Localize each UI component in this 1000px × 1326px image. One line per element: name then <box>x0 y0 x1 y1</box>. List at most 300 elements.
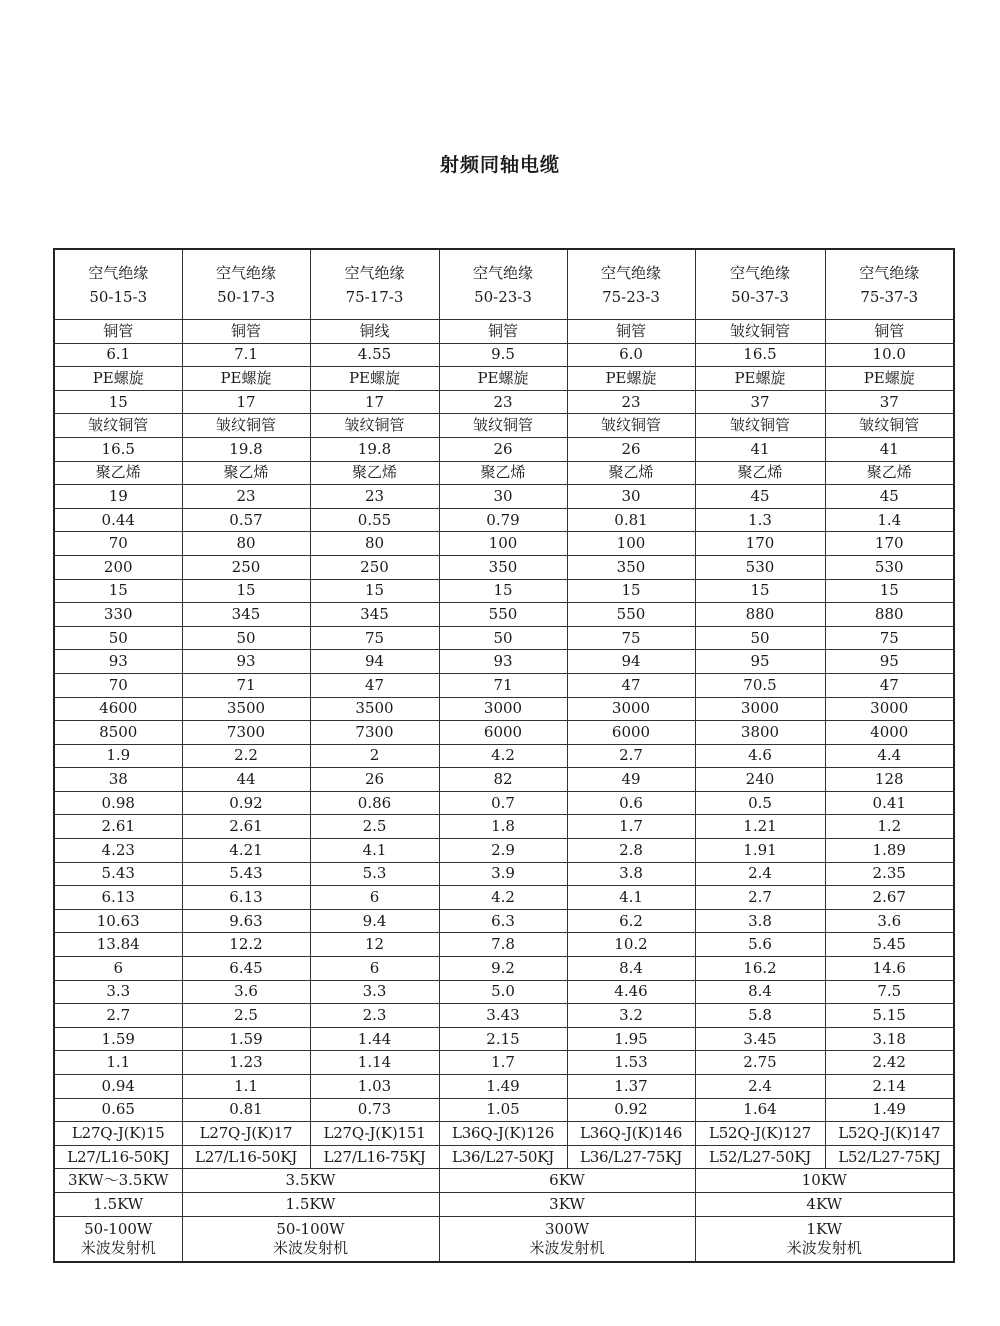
power-cell: 6KW <box>439 1169 695 1193</box>
table-cell: 5.8 <box>695 1004 825 1028</box>
table-cell: 4.2 <box>439 886 567 910</box>
table-cell: 13.84 <box>54 933 182 957</box>
table-cell: 71 <box>182 673 310 697</box>
table-cell: 皱纹铜管 <box>439 414 567 438</box>
table-cell: 4.23 <box>54 839 182 863</box>
table-cell: 80 <box>182 532 310 556</box>
table-cell: 铜管 <box>567 320 695 344</box>
table-cell: 6.1 <box>54 343 182 367</box>
table-cell: 1.7 <box>439 1051 567 1075</box>
power-cell: 3.5KW <box>182 1169 439 1193</box>
table-cell: PE螺旋 <box>439 367 567 391</box>
table-row <box>54 744 954 768</box>
model-cell: L27Q-J(K)151 <box>310 1122 439 1146</box>
table-cell: 皱纹铜管 <box>695 320 825 344</box>
table-row <box>54 933 954 957</box>
power-cell: 4KW <box>695 1192 954 1216</box>
table-cell: 47 <box>825 673 954 697</box>
table-cell: 1.7 <box>567 815 695 839</box>
table-cell: 皱纹铜管 <box>54 414 182 438</box>
table-cell: 4.6 <box>695 744 825 768</box>
table-cell: 1.1 <box>182 1075 310 1099</box>
table-cell: 1.37 <box>567 1075 695 1099</box>
table-cell: 1.91 <box>695 839 825 863</box>
table-cell: 345 <box>310 603 439 627</box>
table-cell: 1.21 <box>695 815 825 839</box>
table-cell: 19.8 <box>310 437 439 461</box>
table-cell: 6 <box>310 886 439 910</box>
model-row <box>54 1145 954 1169</box>
table-row <box>54 579 954 603</box>
table-cell: 2.8 <box>567 839 695 863</box>
table-cell: 16.5 <box>54 437 182 461</box>
table-cell: 9.4 <box>310 909 439 933</box>
header-cell: 空气绝缘 75-23-3 <box>567 249 695 320</box>
table-cell: 75 <box>310 626 439 650</box>
table-cell: 45 <box>825 485 954 509</box>
table-cell: 9.5 <box>439 343 567 367</box>
table-cell: 12 <box>310 933 439 957</box>
table-cell: 3.6 <box>825 909 954 933</box>
table-row <box>54 1051 954 1075</box>
power-row <box>54 1169 954 1193</box>
table-cell: 530 <box>825 555 954 579</box>
table-cell: 聚乙烯 <box>54 461 182 485</box>
table-cell: 皱纹铜管 <box>310 414 439 438</box>
table-cell: 6.3 <box>439 909 567 933</box>
table-cell: 350 <box>567 555 695 579</box>
table-cell: 80 <box>310 532 439 556</box>
table-cell: 70 <box>54 532 182 556</box>
table-cell: 3.3 <box>54 980 182 1004</box>
table-row <box>54 555 954 579</box>
table-cell: PE螺旋 <box>825 367 954 391</box>
table-cell: 0.55 <box>310 508 439 532</box>
table-cell: 50 <box>54 626 182 650</box>
header-cell: 空气绝缘 50-15-3 <box>54 249 182 320</box>
table-cell: 聚乙烯 <box>182 461 310 485</box>
table-row <box>54 791 954 815</box>
table-cell: 550 <box>439 603 567 627</box>
table-cell: 0.57 <box>182 508 310 532</box>
table-cell: 皱纹铜管 <box>567 414 695 438</box>
model-cell: L27/L16-50KJ <box>54 1145 182 1169</box>
table-cell: 2.61 <box>182 815 310 839</box>
table-cell: 250 <box>310 555 439 579</box>
table-cell: 12.2 <box>182 933 310 957</box>
table-cell: 0.6 <box>567 791 695 815</box>
table-cell: 3000 <box>567 697 695 721</box>
table-cell: 1.1 <box>54 1051 182 1075</box>
table-cell: 铜管 <box>439 320 567 344</box>
table-cell: 10.0 <box>825 343 954 367</box>
table-cell: 1.9 <box>54 744 182 768</box>
table-cell: 50 <box>439 626 567 650</box>
table-cell: 3.6 <box>182 980 310 1004</box>
table-row <box>54 980 954 1004</box>
table-cell: 5.43 <box>54 862 182 886</box>
table-cell: 250 <box>182 555 310 579</box>
table-cell: 1.2 <box>825 815 954 839</box>
table-cell: 15 <box>825 579 954 603</box>
table-cell: 240 <box>695 768 825 792</box>
table-cell: 2.67 <box>825 886 954 910</box>
table-cell: 44 <box>182 768 310 792</box>
table-cell: 4.1 <box>310 839 439 863</box>
table-cell: 铜管 <box>182 320 310 344</box>
table-cell: 2.5 <box>182 1004 310 1028</box>
table-cell: 15 <box>310 579 439 603</box>
table-row <box>54 367 954 391</box>
table-row <box>54 886 954 910</box>
table-cell: 3.43 <box>439 1004 567 1028</box>
table-cell: 8500 <box>54 721 182 745</box>
header-cell: 空气绝缘 50-37-3 <box>695 249 825 320</box>
table-cell: 15 <box>567 579 695 603</box>
table-row <box>54 626 954 650</box>
table-cell: 19 <box>54 485 182 509</box>
table-cell: 23 <box>182 485 310 509</box>
table-row <box>54 485 954 509</box>
table-cell: 0.41 <box>825 791 954 815</box>
application-row <box>54 1216 954 1262</box>
table-cell: 8.4 <box>567 957 695 981</box>
table-row <box>54 532 954 556</box>
table-cell: 1.59 <box>54 1027 182 1051</box>
table-cell: 70.5 <box>695 673 825 697</box>
table-cell: 6000 <box>439 721 567 745</box>
table-cell: 47 <box>567 673 695 697</box>
table-row <box>54 957 954 981</box>
table-cell: 17 <box>310 390 439 414</box>
table-cell: 6.13 <box>54 886 182 910</box>
table-cell: 1.64 <box>695 1098 825 1122</box>
table-cell: 2.4 <box>695 862 825 886</box>
table-cell: 5.0 <box>439 980 567 1004</box>
table-cell: 4.1 <box>567 886 695 910</box>
application-cell: 300W 米波发射机 <box>439 1216 695 1262</box>
table-cell: 100 <box>439 532 567 556</box>
model-cell: L52Q-J(K)127 <box>695 1122 825 1146</box>
table-cell: 4.21 <box>182 839 310 863</box>
table-row <box>54 508 954 532</box>
table-cell: 37 <box>695 390 825 414</box>
table-cell: 1.05 <box>439 1098 567 1122</box>
header-row <box>54 249 954 320</box>
table-row <box>54 909 954 933</box>
table-cell: 7.8 <box>439 933 567 957</box>
header-cell: 空气绝缘 50-23-3 <box>439 249 567 320</box>
table-cell: 3.3 <box>310 980 439 1004</box>
table-cell: 71 <box>439 673 567 697</box>
table-cell: 3800 <box>695 721 825 745</box>
table-cell: 16.2 <box>695 957 825 981</box>
table-cell: 1.49 <box>439 1075 567 1099</box>
table-cell: 2.3 <box>310 1004 439 1028</box>
table-cell: 15 <box>54 579 182 603</box>
table-row <box>54 461 954 485</box>
table-cell: 铜线 <box>310 320 439 344</box>
table-cell: 93 <box>182 650 310 674</box>
table-cell: 128 <box>825 768 954 792</box>
table-cell: 6.45 <box>182 957 310 981</box>
model-cell: L27/L16-50KJ <box>182 1145 310 1169</box>
table-cell: 75 <box>567 626 695 650</box>
power-cell: 1.5KW <box>54 1192 182 1216</box>
table-cell: 200 <box>54 555 182 579</box>
table-cell: 3500 <box>310 697 439 721</box>
table-cell: 2.14 <box>825 1075 954 1099</box>
table-cell: 6.13 <box>182 886 310 910</box>
table-cell: 5.43 <box>182 862 310 886</box>
table-cell: 聚乙烯 <box>439 461 567 485</box>
table-cell: 1.49 <box>825 1098 954 1122</box>
table-cell: 2 <box>310 744 439 768</box>
table-cell: 铜管 <box>54 320 182 344</box>
table-cell: 5.3 <box>310 862 439 886</box>
table-cell: 2.61 <box>54 815 182 839</box>
table-cell: 1.53 <box>567 1051 695 1075</box>
table-cell: 2.42 <box>825 1051 954 1075</box>
table-cell: 41 <box>695 437 825 461</box>
table-cell: 100 <box>567 532 695 556</box>
table-cell: 7.1 <box>182 343 310 367</box>
model-cell: L36/L27-50KJ <box>439 1145 567 1169</box>
power-cell: 3KW～3.5KW <box>54 1169 182 1193</box>
model-cell: L36Q-J(K)146 <box>567 1122 695 1146</box>
model-cell: L52Q-J(K)147 <box>825 1122 954 1146</box>
model-cell: L27Q-J(K)17 <box>182 1122 310 1146</box>
table-row <box>54 343 954 367</box>
table-cell: 7.5 <box>825 980 954 1004</box>
table-row <box>54 1098 954 1122</box>
table-cell: 1.03 <box>310 1075 439 1099</box>
table-row <box>54 437 954 461</box>
table-cell: 1.4 <box>825 508 954 532</box>
table-cell: 45 <box>695 485 825 509</box>
table-cell: PE螺旋 <box>567 367 695 391</box>
table-cell: 2.7 <box>567 744 695 768</box>
table-cell: 聚乙烯 <box>310 461 439 485</box>
table-row <box>54 815 954 839</box>
table-cell: 26 <box>439 437 567 461</box>
table-cell: 9.63 <box>182 909 310 933</box>
table-row <box>54 650 954 674</box>
table-cell: 0.44 <box>54 508 182 532</box>
table-cell: 7300 <box>310 721 439 745</box>
model-cell: L27Q-J(K)15 <box>54 1122 182 1146</box>
table-cell: 1.44 <box>310 1027 439 1051</box>
application-cell: 50-100W 米波发射机 <box>182 1216 439 1262</box>
table-cell: 75 <box>825 626 954 650</box>
table-cell: 26 <box>310 768 439 792</box>
power-row <box>54 1192 954 1216</box>
table-cell: 1.59 <box>182 1027 310 1051</box>
table-row <box>54 697 954 721</box>
table-cell: 70 <box>54 673 182 697</box>
table-cell: 3.45 <box>695 1027 825 1051</box>
table-cell: 7300 <box>182 721 310 745</box>
table-cell: 0.98 <box>54 791 182 815</box>
model-row <box>54 1122 954 1146</box>
table-cell: 95 <box>695 650 825 674</box>
table-cell: 330 <box>54 603 182 627</box>
table-cell: 3000 <box>439 697 567 721</box>
table-cell: 4600 <box>54 697 182 721</box>
table-row <box>54 1027 954 1051</box>
table-row <box>54 603 954 627</box>
table-cell: 6.0 <box>567 343 695 367</box>
table-cell: 皱纹铜管 <box>182 414 310 438</box>
table-cell: 93 <box>54 650 182 674</box>
table-cell: 15 <box>695 579 825 603</box>
table-cell: 17 <box>182 390 310 414</box>
header-cell: 空气绝缘 75-37-3 <box>825 249 954 320</box>
model-cell: L52/L27-50KJ <box>695 1145 825 1169</box>
table-cell: 0.7 <box>439 791 567 815</box>
table-cell: 880 <box>695 603 825 627</box>
table-cell: 6 <box>54 957 182 981</box>
table-cell: 1.23 <box>182 1051 310 1075</box>
table-cell: 50 <box>182 626 310 650</box>
table-row <box>54 1004 954 1028</box>
spec-table <box>53 248 955 1263</box>
table-cell: 10.63 <box>54 909 182 933</box>
table-cell: 30 <box>567 485 695 509</box>
table-cell: 2.7 <box>695 886 825 910</box>
table-cell: 1.8 <box>439 815 567 839</box>
table-row <box>54 721 954 745</box>
table-row <box>54 320 954 344</box>
table-cell: 93 <box>439 650 567 674</box>
table-cell: 6.2 <box>567 909 695 933</box>
table-cell: 23 <box>439 390 567 414</box>
table-cell: 10.2 <box>567 933 695 957</box>
table-cell: 19.8 <box>182 437 310 461</box>
table-cell: 47 <box>310 673 439 697</box>
table-cell: 5.6 <box>695 933 825 957</box>
table-cell: 0.94 <box>54 1075 182 1099</box>
table-cell: 14.6 <box>825 957 954 981</box>
table-cell: 0.65 <box>54 1098 182 1122</box>
table-cell: 0.92 <box>567 1098 695 1122</box>
table-cell: 6 <box>310 957 439 981</box>
table-cell: 聚乙烯 <box>567 461 695 485</box>
table-cell: 41 <box>825 437 954 461</box>
table-cell: 4.2 <box>439 744 567 768</box>
table-cell: 1.95 <box>567 1027 695 1051</box>
table-cell: 3.2 <box>567 1004 695 1028</box>
table-cell: 345 <box>182 603 310 627</box>
table-cell: PE螺旋 <box>54 367 182 391</box>
table-cell: 50 <box>695 626 825 650</box>
table-cell: 3000 <box>695 697 825 721</box>
table-cell: 170 <box>825 532 954 556</box>
table-cell: PE螺旋 <box>695 367 825 391</box>
table-cell: 16.5 <box>695 343 825 367</box>
table-cell: 2.5 <box>310 815 439 839</box>
model-cell: L36Q-J(K)126 <box>439 1122 567 1146</box>
table-row <box>54 768 954 792</box>
table-cell: 2.35 <box>825 862 954 886</box>
table-cell: 2.75 <box>695 1051 825 1075</box>
application-cell: 1KW 米波发射机 <box>695 1216 954 1262</box>
table-cell: 5.45 <box>825 933 954 957</box>
table-cell: 15 <box>182 579 310 603</box>
table-row <box>54 414 954 438</box>
table-row <box>54 1075 954 1099</box>
table-cell: 皱纹铜管 <box>825 414 954 438</box>
table-cell: 95 <box>825 650 954 674</box>
table-cell: 38 <box>54 768 182 792</box>
table-cell: 880 <box>825 603 954 627</box>
table-cell: PE螺旋 <box>182 367 310 391</box>
model-cell: L52/L27-75KJ <box>825 1145 954 1169</box>
table-row <box>54 673 954 697</box>
table-cell: 3500 <box>182 697 310 721</box>
table-cell: 皱纹铜管 <box>695 414 825 438</box>
power-cell: 10KW <box>695 1169 954 1193</box>
table-cell: 1.14 <box>310 1051 439 1075</box>
table-cell: 0.5 <box>695 791 825 815</box>
table-cell: 0.79 <box>439 508 567 532</box>
table-cell: 2.9 <box>439 839 567 863</box>
table-cell: 2.15 <box>439 1027 567 1051</box>
application-cell: 50-100W 米波发射机 <box>54 1216 182 1262</box>
table-cell: 铜管 <box>825 320 954 344</box>
table-cell: 聚乙烯 <box>695 461 825 485</box>
table-cell: PE螺旋 <box>310 367 439 391</box>
table-cell: 6000 <box>567 721 695 745</box>
table-row <box>54 390 954 414</box>
header-cell: 空气绝缘 50-17-3 <box>182 249 310 320</box>
table-cell: 23 <box>310 485 439 509</box>
table-cell: 15 <box>439 579 567 603</box>
table-cell: 4.55 <box>310 343 439 367</box>
table-cell: 3.8 <box>695 909 825 933</box>
model-cell: L36/L27-75KJ <box>567 1145 695 1169</box>
table-cell: 94 <box>310 650 439 674</box>
table-cell: 550 <box>567 603 695 627</box>
table-row <box>54 839 954 863</box>
table-cell: 2.7 <box>54 1004 182 1028</box>
table-cell: 3.18 <box>825 1027 954 1051</box>
table-cell: 170 <box>695 532 825 556</box>
table-cell: 2.4 <box>695 1075 825 1099</box>
table-cell: 0.92 <box>182 791 310 815</box>
table-cell: 94 <box>567 650 695 674</box>
table-cell: 0.81 <box>182 1098 310 1122</box>
table-cell: 聚乙烯 <box>825 461 954 485</box>
table-row <box>54 862 954 886</box>
table-cell: 3.8 <box>567 862 695 886</box>
table-cell: 3000 <box>825 697 954 721</box>
table-cell: 0.81 <box>567 508 695 532</box>
table-cell: 8.4 <box>695 980 825 1004</box>
table-cell: 4.4 <box>825 744 954 768</box>
table-cell: 0.86 <box>310 791 439 815</box>
table-cell: 0.73 <box>310 1098 439 1122</box>
table-cell: 9.2 <box>439 957 567 981</box>
power-cell: 1.5KW <box>182 1192 439 1216</box>
table-cell: 15 <box>54 390 182 414</box>
table-cell: 3.9 <box>439 862 567 886</box>
model-cell: L27/L16-75KJ <box>310 1145 439 1169</box>
table-cell: 1.89 <box>825 839 954 863</box>
table-cell: 350 <box>439 555 567 579</box>
table-cell: 37 <box>825 390 954 414</box>
table-cell: 2.2 <box>182 744 310 768</box>
